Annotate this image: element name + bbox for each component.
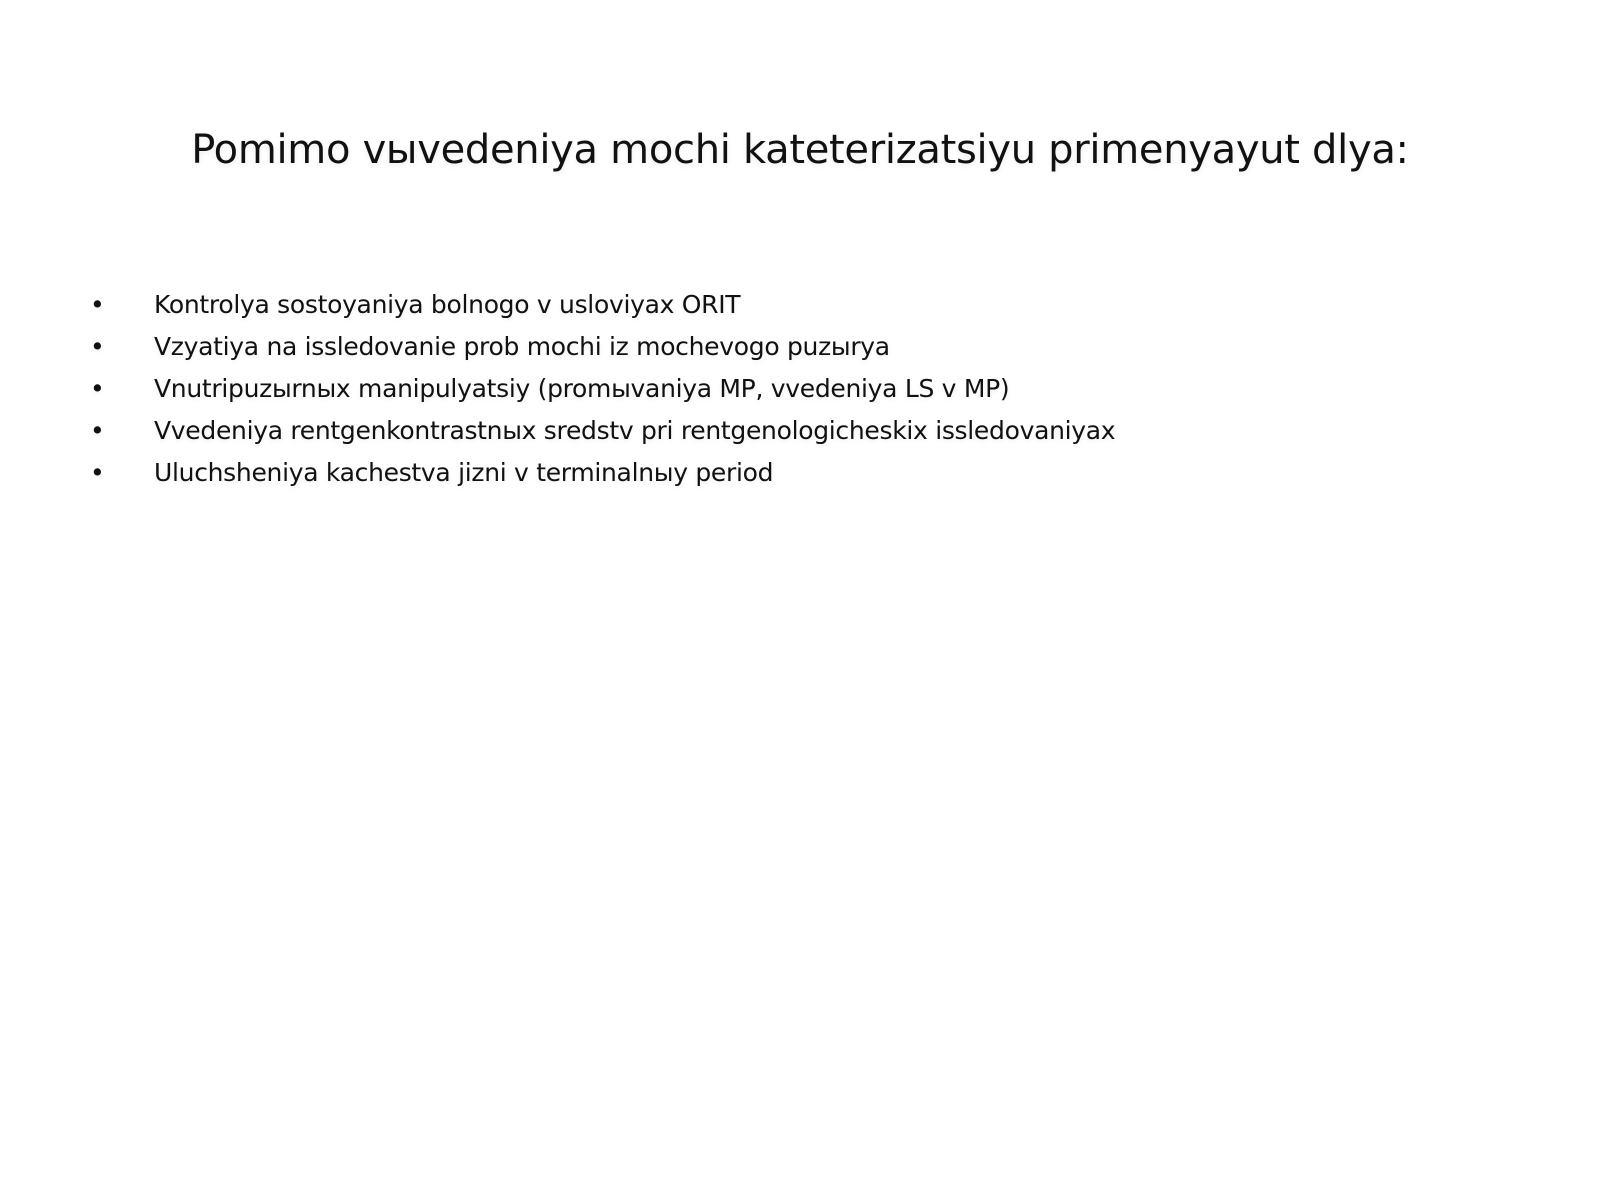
list-item — [90, 416, 1115, 458]
list-item-text: Vvedeniya rentgenkontrastnыx sredstv pri rentgenologicheskix issledovaniyax — [154, 416, 1116, 445]
list-item — [90, 374, 1115, 416]
list-item-text: Vzyatiya na issledovanie prob mochi iz mochevogo puzыrya — [154, 332, 890, 361]
list-item-text: Kontrolya sostoyaniya bolnogo v usloviyax ORIT — [154, 290, 741, 319]
list-item — [90, 290, 1115, 332]
list-item — [90, 458, 1115, 500]
list-item — [90, 332, 1115, 374]
bullet-icon: • — [90, 332, 105, 361]
bullet-icon: • — [90, 290, 105, 319]
bullet-list — [90, 290, 1115, 500]
list-item-text: Vnutripuzыrnыx manipulyatsiy (promыvaniya MP, vvedeniya LS v MP) — [154, 374, 1010, 403]
slide-title: Pomimo vыvedeniya mochi kateterizatsiyu primenyayut dlya: — [191, 127, 1409, 173]
bullet-icon: • — [90, 416, 105, 445]
bullet-icon: • — [90, 374, 105, 403]
bullet-icon: • — [90, 458, 105, 487]
list-item-text: Uluchsheniya kachestva jizni v terminalnыy period — [154, 458, 774, 487]
